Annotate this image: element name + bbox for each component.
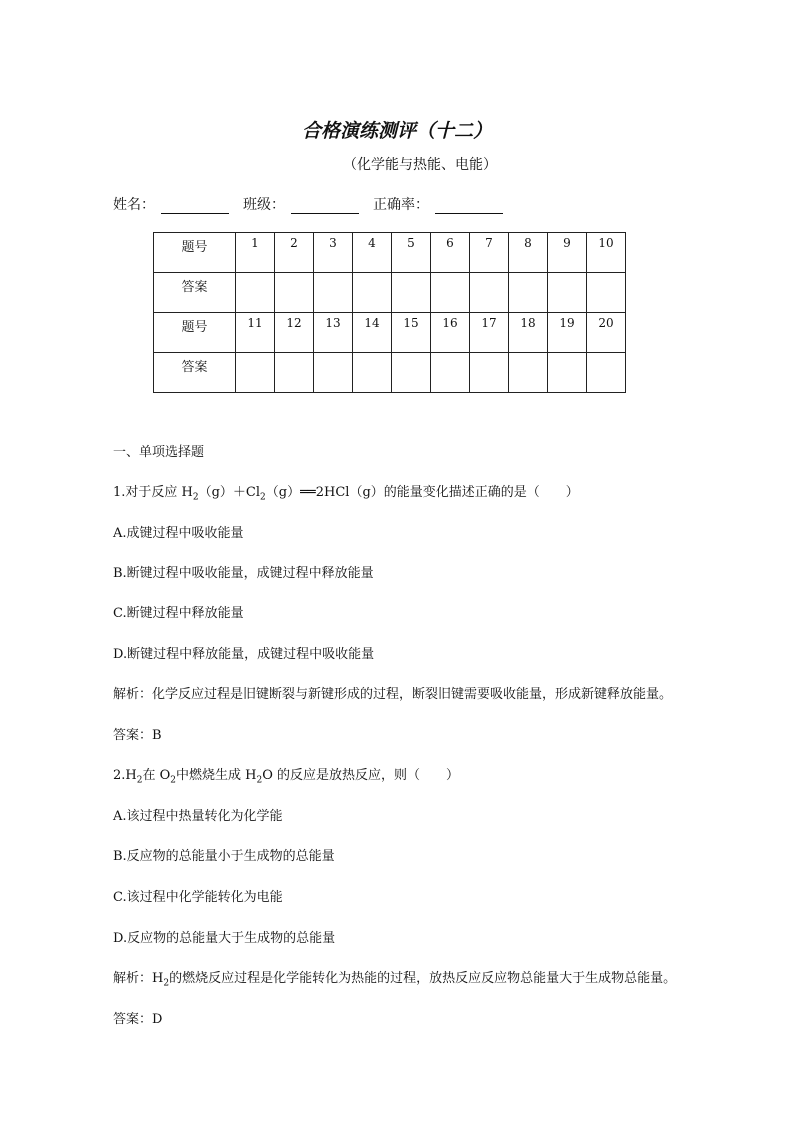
answer-cell[interactable] (392, 273, 431, 313)
question-number: 6 (431, 233, 470, 273)
question-number: 8 (509, 233, 548, 273)
question-number: 17 (470, 313, 509, 353)
q1-option-b: B.断键过程中吸收能量，成键过程中释放能量 (113, 566, 374, 581)
question-2-stem (113, 764, 459, 786)
page-title: 合格演练测评（十二） (301, 120, 492, 142)
answer-cell[interactable] (470, 273, 509, 313)
question-number: 15 (392, 313, 431, 353)
question-number: 16 (431, 313, 470, 353)
answer-cell[interactable] (431, 353, 470, 393)
answer-cell[interactable] (353, 353, 392, 393)
accuracy-blank[interactable] (435, 199, 503, 214)
q2-option-a: A.该过程中热量转化为化学能 (113, 809, 283, 824)
question-number: 9 (548, 233, 587, 273)
analysis-text: 解析：H (113, 971, 164, 986)
question-number: 18 (509, 313, 548, 353)
question-number: 19 (548, 313, 587, 353)
answer-cell[interactable] (470, 353, 509, 393)
q1-option-d: D.断键过程中释放能量，成键过程中吸收能量 (113, 647, 375, 662)
subscript: 2 (256, 775, 263, 786)
table-row (154, 313, 626, 353)
q1-analysis: 解析：化学反应过程是旧键断裂与新键形成的过程，断裂旧键需要吸收能量，形成新键释放能量。 (113, 687, 673, 702)
question-number: 7 (470, 233, 509, 273)
q2-answer: 答案：D (113, 1012, 163, 1027)
subscript: 2 (192, 492, 199, 503)
table-row (154, 353, 626, 393)
number-header: 题号 (154, 233, 236, 273)
answer-cell[interactable] (509, 353, 548, 393)
answer-cell[interactable] (587, 273, 626, 313)
question-number: 1 (236, 233, 275, 273)
answer-header: 答案 (154, 273, 236, 313)
q2-option-c: C.该过程中化学能转化为电能 (113, 890, 283, 905)
number-header: 题号 (154, 313, 236, 353)
q2-option-b: B.反应物的总能量小于生成物的总能量 (113, 849, 335, 864)
answer-cell[interactable] (275, 353, 314, 393)
table-row (154, 273, 626, 313)
stem-text: O 的反应是放热反应，则（ ） (262, 768, 460, 783)
stem-text: （g）＋Cl (198, 485, 261, 500)
question-number: 10 (587, 233, 626, 273)
stem-text: 2.H (113, 768, 137, 783)
subscript: 2 (170, 775, 177, 786)
question-number: 14 (353, 313, 392, 353)
answer-cell[interactable] (587, 353, 626, 393)
q1-option-a: A.成键过程中吸收能量 (113, 526, 244, 541)
answer-cell[interactable] (353, 273, 392, 313)
stem-text: 中燃烧生成 H (176, 768, 257, 783)
answer-cell[interactable] (548, 353, 587, 393)
question-number: 4 (353, 233, 392, 273)
question-number: 3 (314, 233, 353, 273)
answer-cell[interactable] (314, 273, 353, 313)
answer-table (153, 232, 626, 393)
answer-cell[interactable] (314, 353, 353, 393)
q1-option-c: C.断键过程中释放能量 (113, 606, 244, 621)
section-heading: 一、单项选择题 (113, 445, 205, 460)
name-blank[interactable] (161, 199, 229, 214)
q1-answer: 答案：B (113, 728, 162, 743)
subscript: 2 (136, 775, 143, 786)
q2-option-d: D.反应物的总能量大于生成物的总能量 (113, 931, 336, 946)
answer-cell[interactable] (392, 353, 431, 393)
question-number: 5 (392, 233, 431, 273)
class-label: 班级： (243, 197, 285, 213)
answer-cell[interactable] (509, 273, 548, 313)
answer-cell[interactable] (431, 273, 470, 313)
name-label: 姓名： (113, 197, 155, 213)
q2-analysis (113, 967, 676, 989)
stem-text: 在 O (142, 768, 171, 783)
answer-cell[interactable] (548, 273, 587, 313)
answer-cell[interactable] (275, 273, 314, 313)
class-blank[interactable] (291, 199, 359, 214)
question-number: 2 (275, 233, 314, 273)
subscript: 2 (260, 492, 266, 503)
answer-cell[interactable] (236, 273, 275, 313)
question-number: 11 (236, 313, 275, 353)
table-row (154, 233, 626, 273)
answer-cell[interactable] (236, 353, 275, 393)
question-number: 12 (275, 313, 314, 353)
question-1-stem (113, 481, 579, 503)
subscript: 2 (163, 978, 170, 989)
analysis-text: 的燃烧反应过程是化学能转化为热能的过程，放热反应反应物总能量大于生成物总能量。 (169, 971, 677, 986)
student-info-row (113, 194, 517, 214)
page-subtitle: （化学能与热能、电能） (343, 157, 497, 173)
question-number: 13 (314, 313, 353, 353)
question-number: 20 (587, 313, 626, 353)
accuracy-label: 正确率： (373, 197, 429, 213)
stem-text: 1.对于反应 H (113, 485, 193, 500)
answer-header: 答案 (154, 353, 236, 393)
stem-text: （g）══2HCl（g）的能量变化描述正确的是（ ） (265, 485, 579, 500)
